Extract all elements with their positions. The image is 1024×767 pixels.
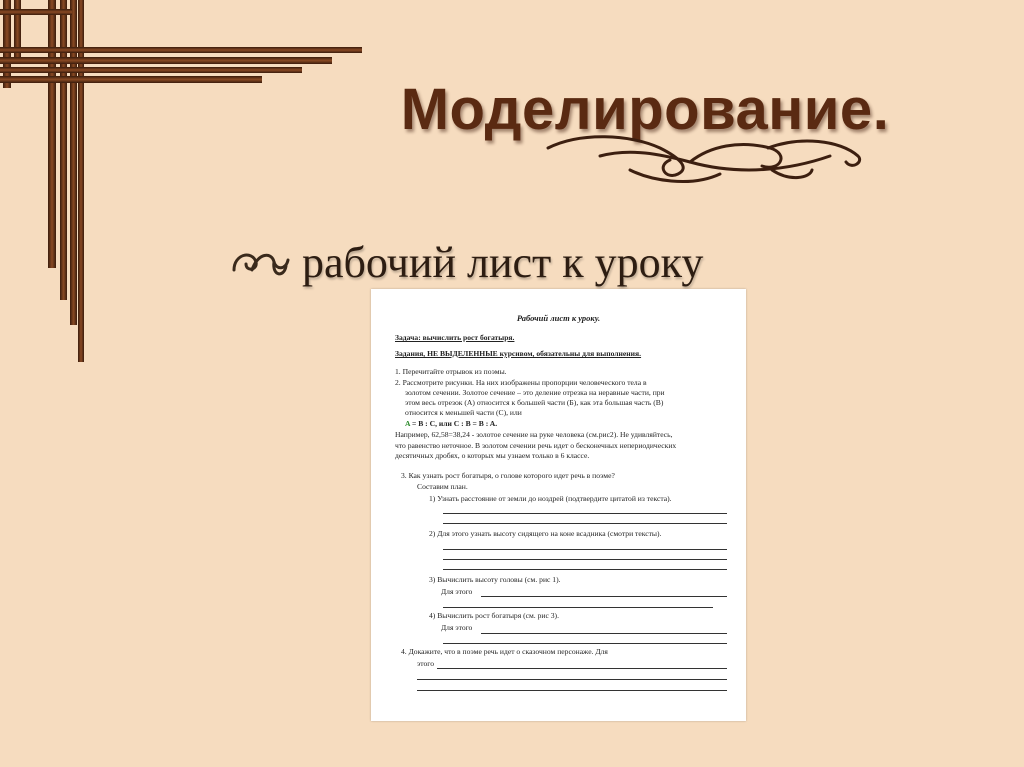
worksheet-note: Задания, НЕ ВЫДЕЛЕННЫЕ курсивом, обязательны для выполнения. [395,349,642,358]
answer-line [443,559,727,560]
worksheet-task: Задача: вычислить рост богатыря. [395,333,515,342]
worksheet-line: 2. Рассмотрите рисунки. На них изображены пропорции человеческого тела в [395,378,647,387]
answer-line [417,679,727,680]
worksheet-line: золотом сечении. Золотое сечение – это деление отрезка на неравные части, при [405,388,665,397]
answer-line [443,549,727,550]
worksheet-line: десятичных дробях, о которых мы узнаем только в 6 классе. [395,451,590,460]
answer-line [443,607,713,608]
flourish-ornament [540,126,870,188]
answer-line [481,633,727,634]
worksheet-line: 3. Как узнать рост богатыря, о голове которого идет речь в поэме? [401,471,615,480]
bullet-text: рабочий лист к уроку [302,237,704,287]
answer-line [443,523,727,524]
answer-line [417,690,727,691]
worksheet-step: 2) Для этого узнать высоту сидящего на коне всадника (смотри тексты). [429,529,662,538]
answer-line [481,596,727,597]
flourish-bullet-icon [228,242,292,282]
worksheet-step: Для этого [441,623,473,632]
worksheet-step: 1) Узнать расстояние от земли до ноздрей (подтвердите цитатой из текста). [429,494,672,503]
worksheet-line: 4. Докажите, что в поэме речь идет о сказочном персонаже. Для [401,647,608,656]
worksheet-line: этом весь отрезок (А) относится к большей части (Б), как эта большая часть (В) [405,398,664,407]
answer-line [437,668,727,669]
worksheet-line: этого [417,659,434,668]
worksheet-line: что равенство неточное. В золотом сечении речь идет о бесконечных непериодических [395,441,677,450]
worksheet-title: Рабочий лист к уроку. [516,313,601,323]
worksheet-formula: A = B : C, или С : B = B : A. [405,419,498,428]
worksheet-step: Для этого [441,587,473,596]
slide-title: Моделирование. [400,77,890,142]
worksheet-step: 3) Вычислить высоту головы (см. рис 1). [429,575,561,584]
answer-line [443,643,727,644]
bullet-item [228,232,703,292]
worksheet-image [371,289,746,721]
worksheet-line: 1. Перечитайте отрывок из поэмы. [395,367,507,376]
worksheet-line: Составим план. [417,482,468,491]
worksheet-step: 4) Вычислить рост богатыря (см. рис 3). [429,611,559,620]
answer-line [443,513,727,514]
decorative-frame [0,0,380,370]
worksheet-line: Например, 62,58=38,24 - золотое сечение на руке человека (см.рис2). Не удивляйтесь, [395,430,673,439]
answer-line [443,569,727,570]
worksheet-line: относится к меньшей части (С), или [405,408,522,417]
